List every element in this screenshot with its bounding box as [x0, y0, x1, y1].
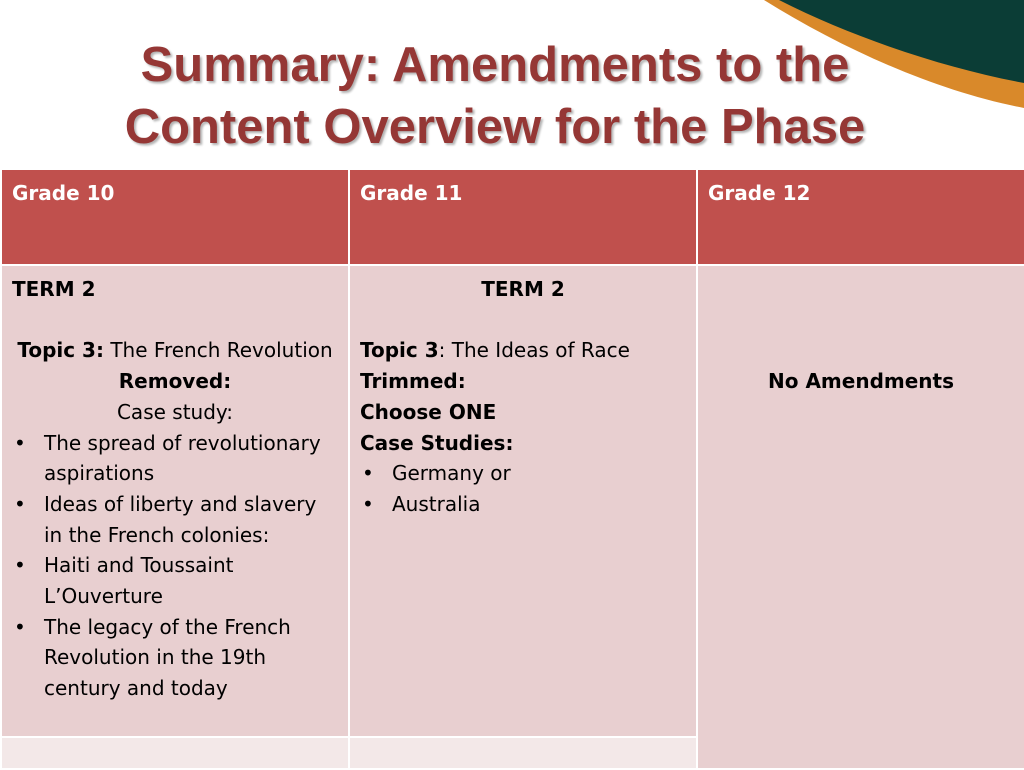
grade-10-cell	[1, 265, 349, 737]
grade-11-cell	[349, 265, 697, 737]
footer-cell-1	[1, 737, 349, 769]
grade-11-term: TERM 2	[481, 277, 565, 301]
title-line-1: Summary: Amendments to the	[140, 38, 850, 92]
grade-10-case-study: Case study:	[116, 399, 234, 424]
grade-10-term: TERM 2	[12, 277, 96, 301]
grade-12-cell	[697, 265, 1024, 769]
header-grade-11: Grade 11	[349, 169, 697, 265]
grade-11-trimmed: Trimmed:	[360, 369, 466, 394]
header-grade-12: Grade 12	[697, 169, 1024, 265]
grade-10-bullet-list	[12, 428, 338, 704]
header-grade-10: Grade 10	[1, 169, 349, 265]
header-row	[1, 169, 1024, 265]
list-item: • Ideas of liberty and slavery in the French colonies:	[44, 489, 338, 550]
grade-10-topic-label: Topic 3:	[17, 338, 104, 363]
grade-12-note: No Amendments	[768, 369, 954, 394]
grade-11-topic-label: Topic 3	[360, 338, 439, 363]
grade-11-topic-text: : The Ideas of Race	[438, 338, 630, 363]
list-item: • Haiti and Toussaint L’Ouverture	[44, 550, 338, 611]
grade-10-topic-text: The French Revolution	[103, 338, 333, 363]
content-row	[1, 265, 1024, 737]
footer-cell-2	[349, 737, 697, 769]
grade-11-choose: Choose ONE	[360, 399, 497, 424]
grade-11-case-studies: Case Studies:	[360, 430, 514, 455]
amendments-table	[0, 168, 1024, 770]
grade-10-topic	[12, 335, 338, 366]
grade-11-bullet-list	[360, 458, 686, 519]
list-item: • Germany or	[392, 458, 686, 489]
title-line-2: Content Overview for the Phase	[124, 100, 866, 154]
grade-10-removed: Removed:	[118, 369, 232, 394]
list-item: • Australia	[392, 489, 686, 520]
list-item: • The spread of revolutionary aspirations	[44, 428, 338, 489]
list-item: • The legacy of the French Revolution in the 19th century and today	[44, 612, 338, 704]
grade-11-topic	[360, 335, 686, 366]
slide-title	[0, 34, 990, 158]
